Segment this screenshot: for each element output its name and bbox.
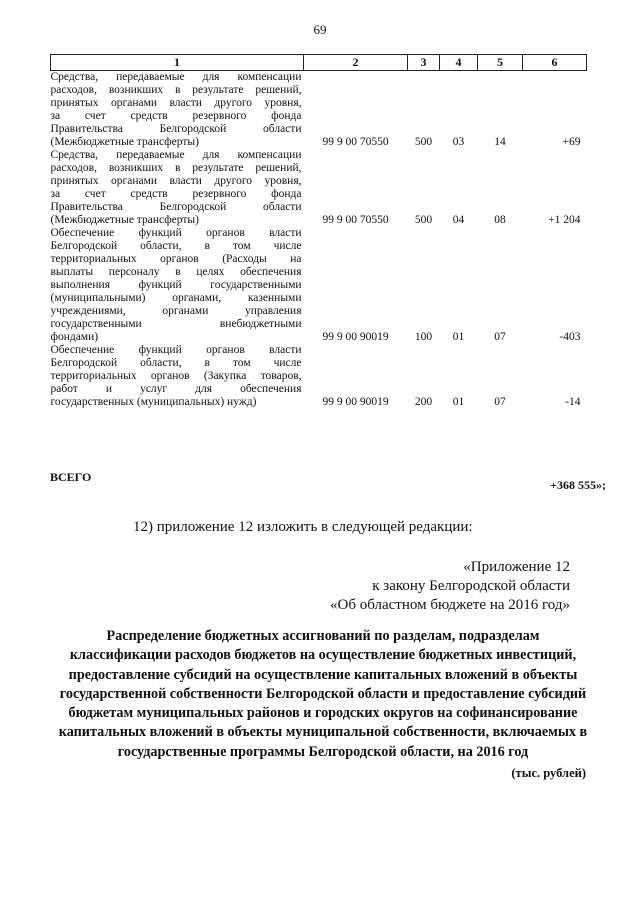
column-header: 6 [523, 55, 587, 71]
row-amount: +1 204 [548, 214, 581, 226]
description-line: расходов, возникших в результате решений, [50, 162, 302, 174]
description-line: работ и услуг для обеспечения [50, 383, 302, 395]
row-rz: 01 [452, 396, 465, 408]
row-description [51, 71, 304, 150]
description-line: Средства, передаваемые для компенсации [50, 149, 302, 161]
row-pr: 08 [494, 214, 506, 226]
description-line: Белгородской области, в том числе [50, 240, 302, 252]
description-line: за счет средств резервного фонда [50, 110, 302, 122]
units-label: (тыс. рублей) [511, 766, 586, 780]
table-header-row [51, 55, 587, 71]
description-line: Белгородской области, в том числе [50, 357, 302, 369]
row-vr: 100 [414, 331, 433, 343]
row-rz: 03 [452, 136, 465, 148]
description-line: Средства, передаваемые для компенсации [50, 71, 302, 83]
row-amount: -14 [565, 396, 581, 408]
description-line: Правительства Белгородской области [50, 123, 302, 135]
row-amount: +69 [562, 136, 581, 148]
row-amount: -403 [559, 331, 581, 343]
table-row [51, 71, 587, 150]
column-header: 4 [440, 55, 478, 71]
description-line: Обеспечение функций органов власти [50, 344, 302, 356]
annex-line: к закону Белгородской области [372, 578, 570, 594]
amendment-text: 12) приложение 12 изложить в следующей редакции: [133, 519, 473, 535]
description-line: принятых органами власти другого уровня, [50, 175, 302, 187]
description-line: расходов, возникших в результате решений, [50, 84, 302, 96]
description-line: за счет средств резервного фонда [50, 188, 302, 200]
description-line: принятых органами власти другого уровня, [50, 97, 302, 109]
row-code: 99 9 00 70550 [322, 136, 389, 148]
row-pr: 07 [494, 396, 506, 408]
description-line: (Межбюджетные трансферты) [50, 214, 199, 226]
description-line: Правительства Белгородской области [50, 201, 302, 213]
row-pr: 14 [494, 136, 506, 148]
row-rz: 01 [452, 331, 465, 343]
description-line: территориальных органов (Закупка товаров, [50, 370, 302, 382]
column-header: 2 [304, 55, 408, 71]
description-line: (Межбюджетные трансферты) [50, 136, 199, 148]
column-header: 5 [478, 55, 523, 71]
row-code: 99 9 00 70550 [322, 214, 389, 226]
row-description [51, 227, 304, 344]
document-heading: Распределение бюджетных ассигнований по разделам, подразделам классификации расходов бюджетов на осуществление бюджетных инвестиций, предоставление субсидий на осуществление капитальных вложений в объекты государственной собственности Белгородской области и предоставление субсидий бюджетам муниципальных районов и городских округов на софинансирование капитальных вложений в объекты муниципальной собственности, включаемых в государственные программы Белгородской области, на 2016 год [58, 628, 588, 760]
row-description [51, 344, 304, 409]
total-value: +368 555»; [550, 478, 606, 492]
description-line: выполнения функций государственными [50, 279, 302, 291]
row-vr: 200 [414, 396, 433, 408]
column-header: 1 [51, 55, 304, 71]
page-number: 69 [313, 22, 327, 37]
budget-table [50, 54, 587, 409]
description-line: Обеспечение функций органов власти [50, 227, 302, 239]
description-line: государственных (муниципальных) нужд) [50, 396, 257, 408]
table-row [51, 149, 587, 227]
annex-line: «Приложение 12 [463, 559, 570, 575]
table-row [51, 227, 587, 344]
table-row [51, 344, 587, 409]
column-header: 3 [408, 55, 440, 71]
row-vr: 500 [414, 214, 433, 226]
total-label: ВСЕГО [50, 470, 92, 484]
row-rz: 04 [452, 214, 465, 226]
annex-line: «Об областном бюджете на 2016 год» [330, 597, 570, 613]
description-line: государственными внебюджетными [50, 318, 302, 330]
description-line: учреждениями, органами управления [50, 305, 302, 317]
row-pr: 07 [494, 331, 506, 343]
annex-reference [270, 558, 570, 615]
row-code: 99 9 00 90019 [322, 331, 389, 343]
description-line: территориальных органов (Расходы на [50, 253, 302, 265]
row-code: 99 9 00 90019 [322, 396, 389, 408]
row-description [51, 149, 304, 227]
description-line: (муниципальными) органами, казенными [50, 292, 302, 304]
description-line: выплаты персоналу в целях обеспечения [50, 266, 302, 278]
row-vr: 500 [414, 136, 433, 148]
description-line: фондами) [50, 331, 99, 343]
